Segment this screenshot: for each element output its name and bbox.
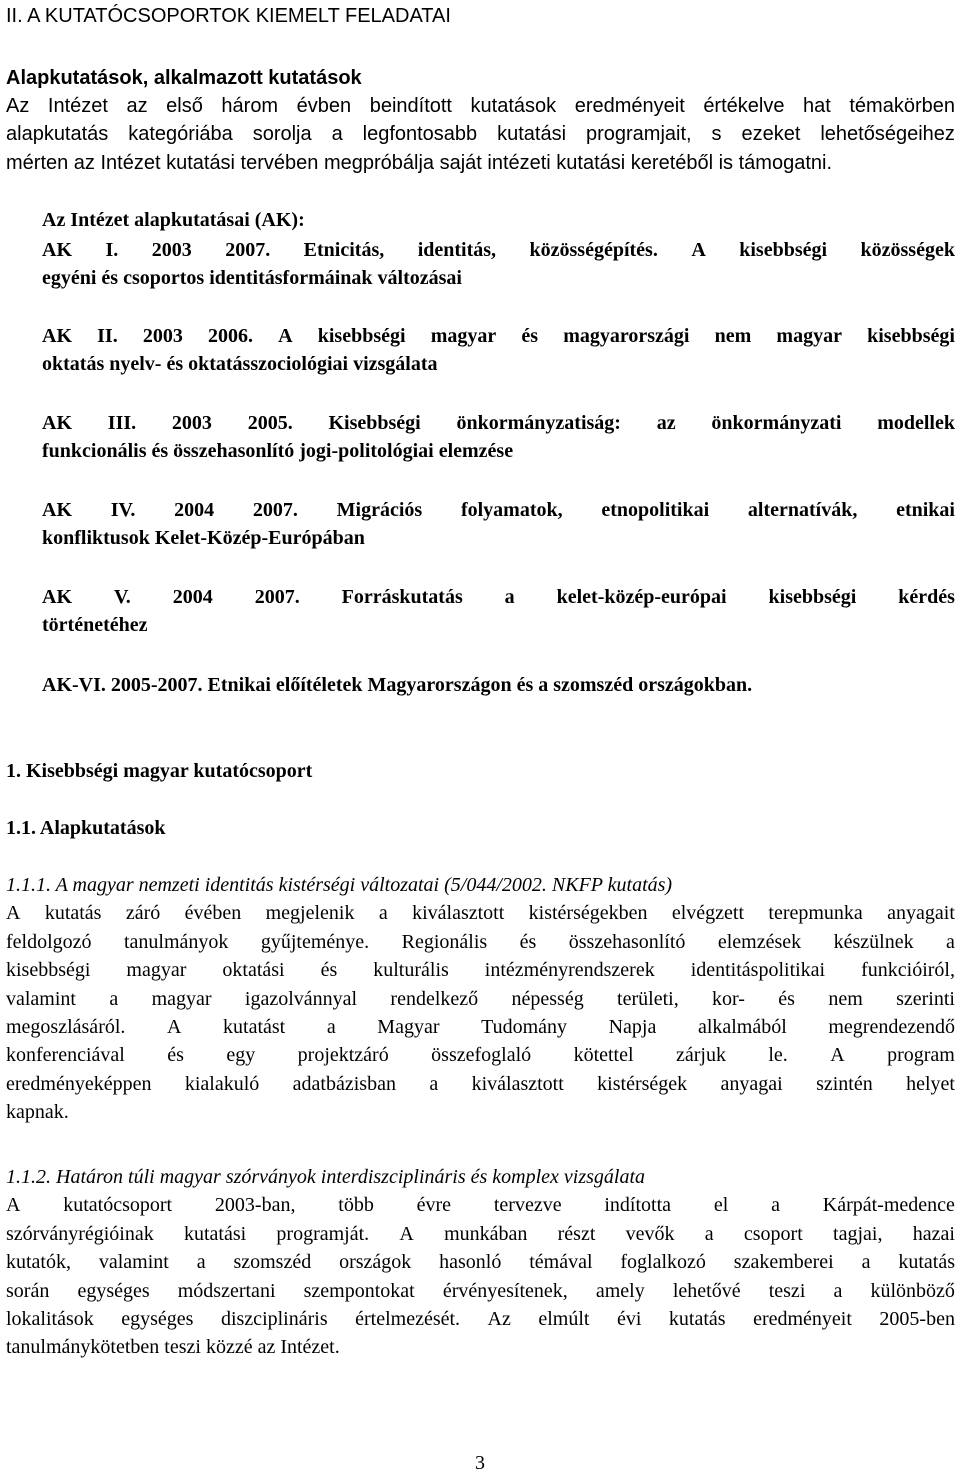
ak-item-line: AK III. 2003 2005. Kisebbségi önkormányzatiság: az önkormányzati modellek (42, 412, 955, 434)
project-body-line: feldolgozó tanulmányok gyűjteménye. Regionális és összehasonlító elemzések készülnek a (6, 930, 955, 953)
project-body-line: során egységes módszertani szempontokat érvényesítenek, amely lehetővé teszi a különböző (6, 1279, 955, 1302)
project-body-line: kisebbségi magyar oktatási és kulturális intézményrendszerek identitáspolitikai funkcióiról, (6, 959, 955, 982)
ak-item (42, 671, 955, 699)
intro-line: alapkutatás kategóriába sorolja a legfontosabb kutatási programjait, s ezeket lehetőségeihez (6, 123, 955, 146)
project-1 (6, 871, 955, 1127)
ak-item-line: AK V. 2004 2007. Forráskutatás a kelet-közép-európai kisebbségi kérdés (42, 586, 955, 608)
ak-item-line: történetéhez (42, 614, 148, 636)
project-body-line: kutatók, valamint a szomszéd országok hasonló témával foglalkozó szakemberei a kutatás (6, 1251, 955, 1274)
page-number: 3 (475, 1452, 485, 1474)
group-heading: 1. Kisebbségi magyar kutatócsoport (6, 760, 313, 782)
project-body-line: kapnak. (6, 1101, 69, 1124)
ak-item (42, 322, 955, 378)
project-body-line: szórványrégióinak kutatási programját. A munkában részt vevők a csoport tagjai, hazai (6, 1222, 955, 1245)
ak-item-line: oktatás nyelv- és oktatásszociológiai vizsgálata (42, 353, 438, 375)
ak-item-line: funkcionális és összehasonlító jogi-politológiai elemzése (42, 440, 514, 462)
project-body-line: valamint a magyar igazolvánnyal rendelkező népesség területi, kor- és nem szerinti (6, 987, 955, 1010)
project-body-line: tanulmánykötetben teszi közzé az Intézet. (6, 1336, 340, 1359)
intro-paragraph (6, 92, 955, 177)
ak-item-line: egyéni és csoportos identitásformáinak változásai (42, 267, 462, 289)
ak-item-line: AK I. 2003 2007. Etnicitás, identitás, közösségépítés. A kisebbségi közösségek (42, 239, 955, 261)
project-body-line: megoszlásáról. A kutatást a Magyar Tudomány Napja alkalmából megrendezendő (6, 1015, 955, 1038)
ak-item (42, 236, 955, 292)
ak-heading (42, 206, 955, 234)
section-heading: Alapkutatások, alkalmazott kutatások (6, 67, 362, 89)
ak-item (42, 583, 955, 639)
ak-item-line: konfliktusok Kelet-Közép-Európában (42, 527, 365, 549)
project-title: 1.1.2. Határon túli magyar szórványok interdiszciplináris és komplex vizsgálata (6, 1166, 646, 1188)
subgroup-heading: 1.1. Alapkutatások (6, 817, 166, 839)
ak-item-line: AK IV. 2004 2007. Migrációs folyamatok, etnopolitikai alternatívák, etnikai (42, 499, 955, 521)
ak-item-line: AK-VI. 2005-2007. Etnikai előítéletek Magyarországon és a szomszéd országokban. (42, 674, 753, 696)
project-body-line: A kutatócsoport 2003-ban, több évre tervezve indította el a Kárpát-medence (6, 1194, 955, 1217)
page-title: II. A KUTATÓCSOPORTOK KIEMELT FELADATAI (6, 5, 451, 27)
project-body-line: eredményeképpen kialakuló adatbázisban a kiválasztott kistérségek anyagai szintén helyet (6, 1072, 955, 1095)
intro-line: Az Intézet az első három évben beindított kutatások eredményeit értékelve hat témakörben (6, 95, 955, 117)
intro-line: mérten az Intézet kutatási tervében megpróbálja saját intézeti kutatási keretéből is támogatni. (6, 151, 833, 174)
ak-item-line: AK II. 2003 2006. A kisebbségi magyar és magyarországi nem magyar kisebbségi (42, 325, 955, 347)
project-2 (6, 1163, 955, 1362)
ak-item (42, 409, 955, 465)
project-title: 1.1.1. A magyar nemzeti identitás kistérségi változatai (5/044/2002. NKFP kutatás) (6, 874, 673, 896)
project-body-line: lokalitások egységes diszciplináris értelmezését. Az elmúlt évi kutatás eredményeit 2005-ben (6, 1307, 955, 1330)
ak-item (42, 496, 955, 552)
project-body-line: konferenciával és egy projektzáró összefoglaló kötettel zárjuk le. A program (6, 1044, 955, 1067)
project-body-line: A kutatás záró évében megjelenik a kiválasztott kistérségekben elvégzett terepmunka anyagait (6, 902, 955, 925)
ak-heading-text: Az Intézet alapkutatásai (AK): (42, 209, 305, 231)
